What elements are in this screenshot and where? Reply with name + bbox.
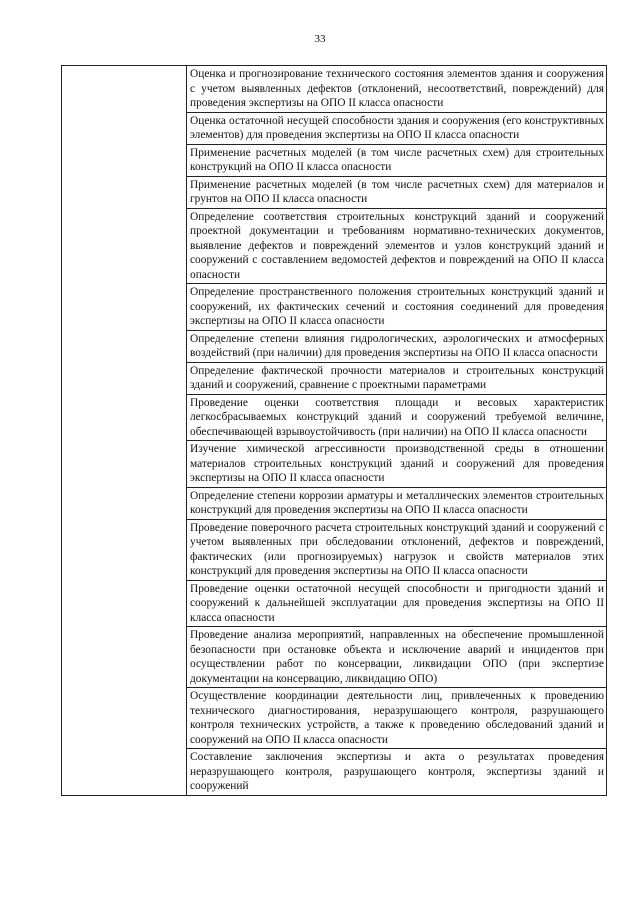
table-cell <box>187 208 607 284</box>
table-cell <box>187 284 607 331</box>
cell-text: Определение степени коррозии арматуры и металлических элементов строительных конструкций для проведения экспертизы на ОПО II класса опасности <box>190 489 604 516</box>
table-cell <box>187 688 607 749</box>
table-cell <box>187 176 607 208</box>
table-cell <box>187 519 607 580</box>
cell-text: Определение фактической прочности материалов и строительных конструкций зданий и сооружений, сравнение с проектными параметрами <box>190 364 604 391</box>
cell-text: Проведение оценки соответствия площади и весовых характеристик легкосбрасываемых конструкций зданий и сооружений требуемой величине, обеспечивающей взрывоустойчивость (при наличии) на ОПО II класса опасности <box>190 396 604 438</box>
table-cell <box>187 580 607 627</box>
cell-text: Применение расчетных моделей (в том числе расчетных схем) для строительных конструкций на ОПО II класса опасности <box>190 146 604 173</box>
table-cell <box>187 487 607 519</box>
table-cell <box>187 66 607 113</box>
cell-text: Проведение поверочного расчета строительных конструкций зданий и сооружений с учетом выявленных при обследовании отклонений, дефектов и повреждений, фактических (или прогнозируемых) нагрузок и свойств материалов этих конструкций для проведения экспертизы на ОПО II класса опасности <box>190 521 604 577</box>
cell-text: Изучение химической агрессивности производственной среды в отношении материалов строительных конструкций зданий и сооружений для проведения экспертизы на ОПО II класса опасности <box>190 443 604 484</box>
table-cell <box>187 749 607 796</box>
cell-text: Оценка остаточной несущей способности здания и сооружения (его конструктивных элементов) для проведения экспертизы на ОПО II класса опасности <box>190 114 604 141</box>
cell-text: Проведение анализа мероприятий, направленных на обеспечение промышленной безопасности при остановке объекта и исключение аварий и инцидентов при осуществлении работ по консервации, ликвидации ОПО (при экспертизе документации на консервацию, ликвидацию ОПО) <box>190 629 604 685</box>
table-cell <box>187 112 607 144</box>
cell-text: Определение степени влияния гидрологических, аэрологических и атмосферных воздействий (при наличии) для проведения экспертизы на ОПО II класса опасности <box>190 332 604 359</box>
cell-text: Проведение оценки остаточной несущей способности и пригодности зданий и сооружений к дальнейшей эксплуатации для проведения экспертизы на ОПО II класса опасности <box>190 582 604 624</box>
left-column-cell <box>62 66 187 796</box>
table-cell <box>187 627 607 688</box>
cell-text: Оценка и прогнозирование технического состояния элементов здания и сооружения с учетом выявленных дефектов (отклонений, несоответствий, повреждений) для проведения экспертизы на ОПО II класса опасности <box>190 68 604 109</box>
table-cell <box>187 394 607 441</box>
page-number: 33 <box>314 33 326 45</box>
cell-text: Осуществление координации деятельности лиц, привлеченных к проведению технического диагностирования, неразрушающего контроля, разрушающего контроля технических устройств, а также к проведению обследований зданий и сооружений на ОПО II класса опасности <box>190 690 604 746</box>
work-functions-table <box>61 65 607 796</box>
table-cell <box>187 330 607 362</box>
table-row <box>62 66 607 113</box>
table-cell <box>187 441 607 488</box>
table-cell <box>187 362 607 394</box>
cell-text: Применение расчетных моделей (в том числе расчетных схем) для материалов и грунтов на ОПО II класса опасности <box>190 178 604 205</box>
cell-text: Составление заключения экспертизы и акта о результатах проведения неразрушающего контроля, разрушающего контроля, экспертизы зданий и сооружений <box>190 751 604 792</box>
table-cell <box>187 144 607 176</box>
cell-text: Определение соответствия строительных конструкций зданий и сооружений проектной документации и требованиям нормативно-технических документов, выявление дефектов и повреждений элементов и узлов конструкций зданий и сооружений с составлением ведомостей дефектов и повреждений на ОПО II класса опасности <box>190 210 604 281</box>
cell-text: Определение пространственного положения строительных конструкций зданий и сооружений, их фактических сечений и состояния соединений для проведения экспертизы на ОПО II класса опасности <box>190 286 604 327</box>
